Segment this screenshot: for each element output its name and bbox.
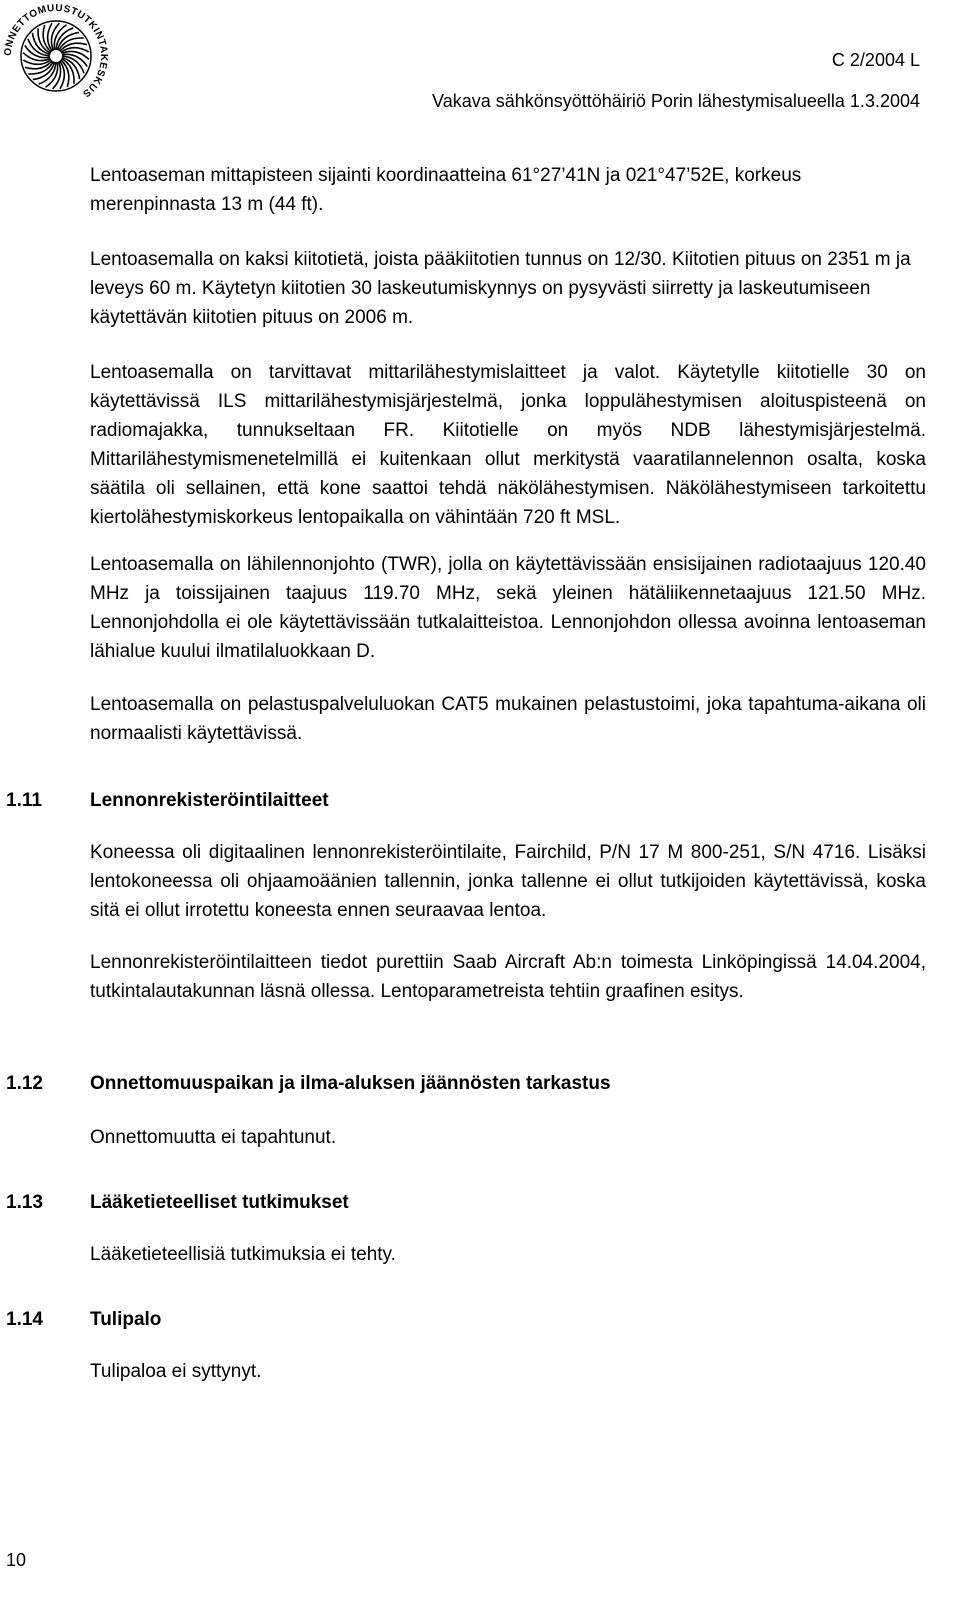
section-number: 1.12 xyxy=(6,1073,43,1094)
section-heading: Tulipalo xyxy=(90,1309,162,1330)
report-title: Vakava sähkönsyöttöhäiriö Porin lähestymisalueella 1.3.2004 xyxy=(432,91,920,111)
section-number: 1.14 xyxy=(6,1309,43,1330)
section-number: 1.11 xyxy=(6,790,42,811)
section-heading: Onnettomuuspaikan ja ilma-aluksen jäännösten tarkastus xyxy=(90,1073,611,1094)
paragraph-rescue: Lentoasemalla on pelastuspalveluluokan CAT5 mukainen pelastustoimi, joka tapahtuma-aikana oli normaalisti käytettävissä. xyxy=(90,694,926,744)
page-number: 10 xyxy=(6,1550,27,1570)
paragraph-atc: Lentoasemalla on lähilennonjohto (TWR), jolla on käytettävissään ensisijainen radiotaajuus 120.40 MHz ja toissijainen taajuus 119.70 MHz, sekä yleinen hätäliikennetaajuus 121.50 MHz. Lennonjohdolla ei ole käytettävissään tutkalaitteistoa. Lennonjohdon ollessa avoinna lentoaseman lähialue kuului ilmatilaluokkaan D. xyxy=(90,554,926,662)
section-heading: Lääketieteelliset tutkimukset xyxy=(90,1192,349,1213)
paragraph-coordinates: Lentoaseman mittapisteen sijainti koordinaatteina 61°27’41N ja 021°47’52E, korkeus merenpinnasta 13 m (44 ft). xyxy=(90,165,802,215)
section-paragraph: Lääketieteellisiä tutkimuksia ei tehty. xyxy=(90,1244,396,1265)
logo-burst-icon xyxy=(21,21,91,91)
report-code: C 2/2004 L xyxy=(831,50,920,70)
section-paragraph: Koneessa oli digitaalinen lennonrekisteröintilaite, Fairchild, P/N 17 M 800-251, S/N 4716. Lisäksi lentokoneessa oli ohjaamoäänien tallennin, jonka tallenne ei ollut tutkijoiden käytettävissä, koska sitä ei ollut irrotettu koneesta ennen seuraavaa lentoa. xyxy=(90,842,926,921)
section-number: 1.13 xyxy=(6,1192,43,1213)
paragraph-runways: Lentoasemalla on kaksi kiitotietä, joista pääkiitotien tunnus on 12/30. Kiitotien pituus on 2351 m ja leveys 60 m. Käytetyn kiitotien 30 laskeutumiskynnys on pysyvästi siirretty ja laskeutumiseen käytettävän kiitotien pituus on 2006 m. xyxy=(90,249,911,328)
onnettomuustutkintakeskus-logo xyxy=(0,0,112,112)
paragraph-approach-systems: Lentoasemalla on tarvittavat mittarilähestymislaitteet ja valot. Käytetylle kiitotielle 30 on käytettävissä ILS mittarilähestymisjärjestelmä, jonka loppulähestymisen aloituspisteenä on radiomajakka, tunnukseltaan FR. Kiitotielle on myös NDB lähestymisjärjestelmä. Mittarilähestymismenetelmillä ei kuitenkaan ollut merkitystä vaaratilannelennon osalta, koska säätila oli sellainen, että kone saattoi tehdä näkölähestymisen. Näkölähestymiseen tarkoitettu kiertolähestymiskorkeus lentopaikalla on vähintään 720 ft MSL. xyxy=(90,362,926,528)
logo-ring-text: ONNETTOMUUSTUTKINTAKESKUS xyxy=(2,2,110,100)
section-paragraph: Onnettomuutta ei tapahtunut. xyxy=(90,1127,337,1148)
section-heading: Lennonrekisteröintilaitteet xyxy=(90,790,329,811)
section-paragraph: Tulipaloa ei syttynyt. xyxy=(90,1361,262,1382)
section-paragraph: Lennonrekisteröintilaitteen tiedot purettiin Saab Aircraft Ab:n toimesta Linköpingissä 14.04.2004, tutkintalautakunnan läsnä ollessa. Lentoparametreista tehtiin graafinen esitys. xyxy=(90,952,926,1002)
